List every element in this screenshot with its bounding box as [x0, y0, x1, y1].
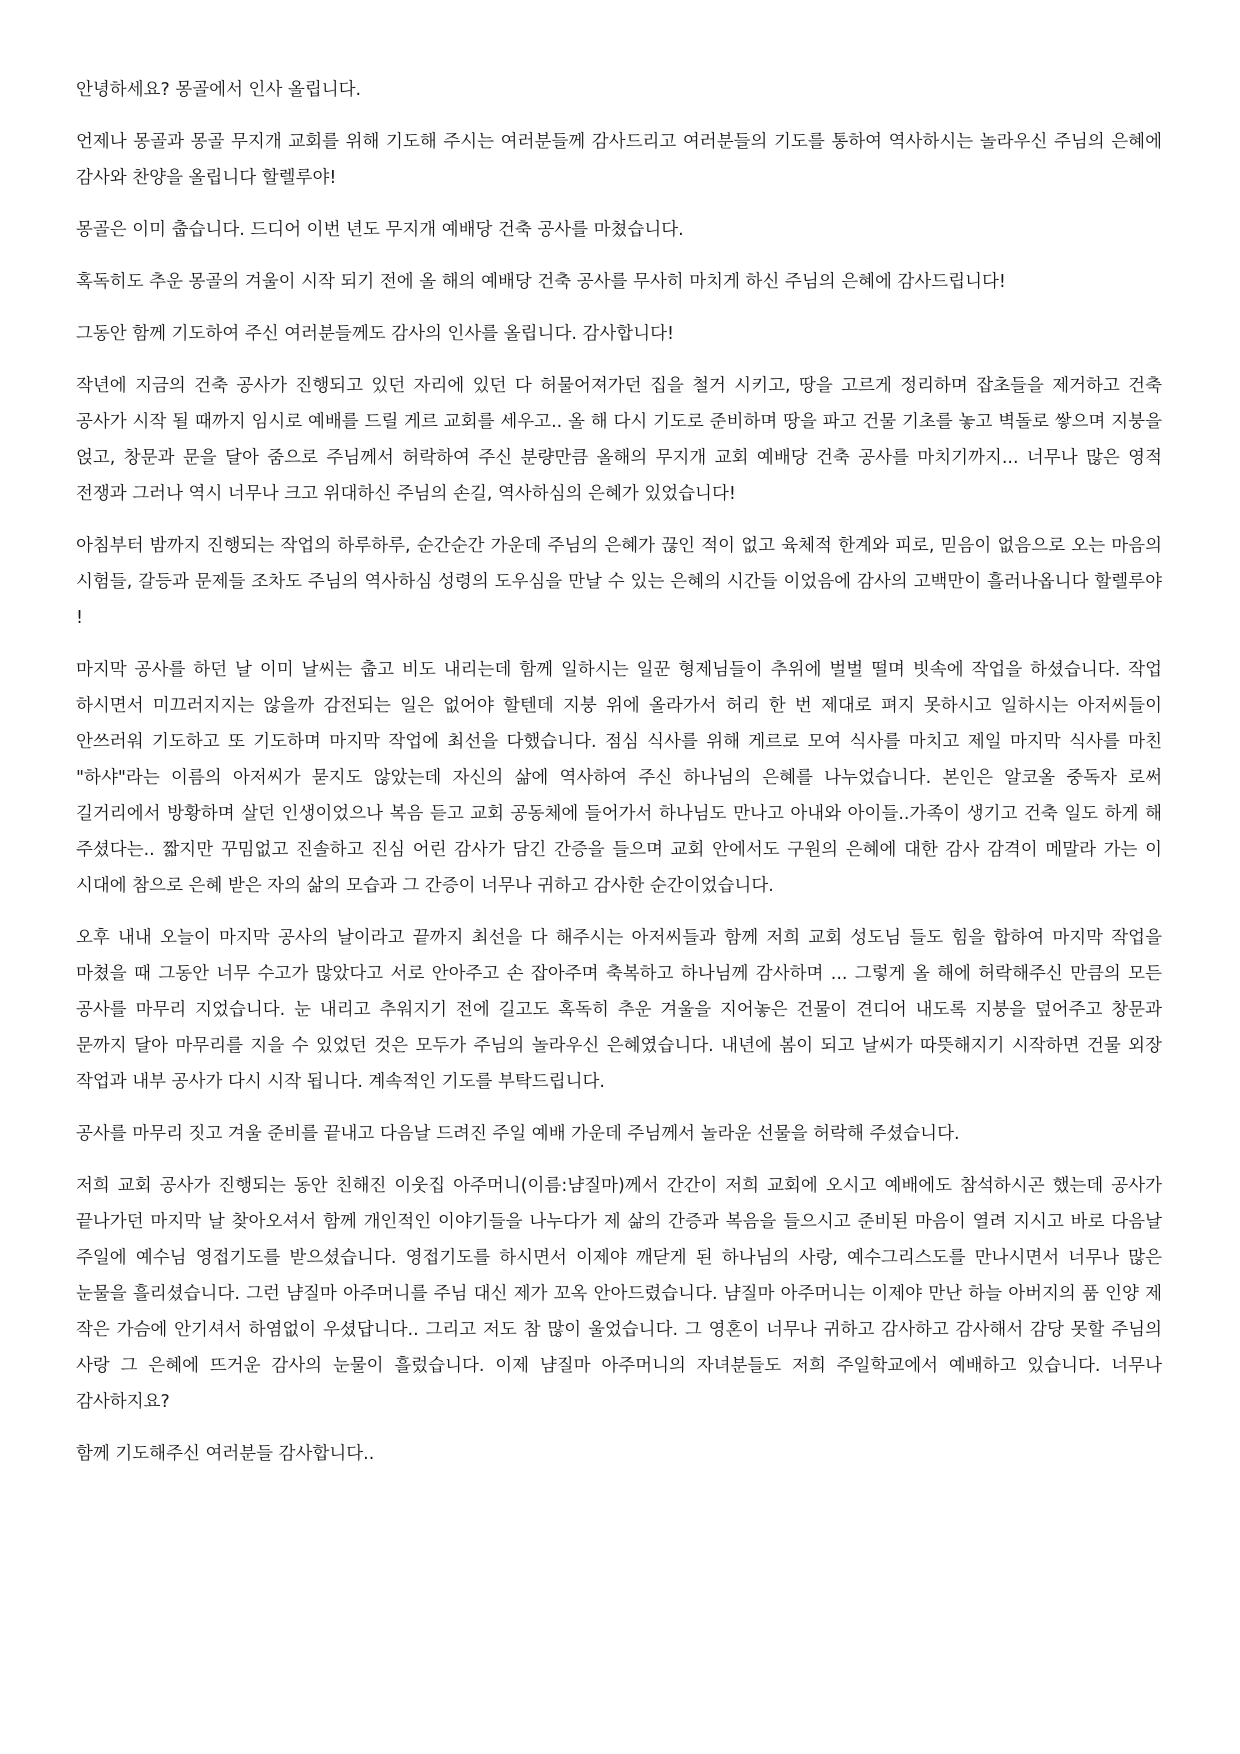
winter-thanks-paragraph: 혹독히도 추운 몽골의 겨울이 시작 되기 전에 올 해의 예배당 건축 공사를 무사히 마치게 하신 주님의 은혜에 감사드립니다! [76, 272, 1006, 292]
last-day-testimony-paragraph: 마지막 공사를 하던 날 이미 날씨는 춥고 비도 내리는데 함께 일하시는 일꾼 형제님들이 추위에 벌벌 떨며 빗속에 작업을 하셨습니다. 작업 하시면서 미끄러지지는 않을까 감전되는 일은 없어야 할텐데 지붕 위에 올라가서 허리 한 번 제대로 펴지 못하시고 일하시는 아저씨들이 안쓰러워 기도하고 또 기도하며 마지막 작업에 최선을 다했습니다. 점심 식사를 위해 게르로 모여 식사를 마치고 제일 마지막 식사를 마친 "하샤"라는 이름의 아저씨가 묻지도 않았는데 자신의 삶에 역사하여 주신 하나님의 은혜를 나누었습니다. 본인은 알코올 중독자 로써 길거리에서 방황하며 살던 인생이었으나 복음 듣고 교회 공동체에 들어가서 하나님도 만나고 아내와 아이들..가족이 생기고 건축 일도 하게 해 주셨다는.. 짧지만 꾸밈없고 진솔하고 진심 어린 감사가 담긴 간증을 들으며 교회 안에서도 구원의 은혜에 대한 감사 감격이 메말라 가는 이 시대에 참으로 은혜 받은 자의 삶의 모습과 그 간증이 너무나 귀하고 감사한 순간이었습니다. [76, 660, 1162, 896]
closing-paragraph: 함께 기도해주신 여러분들 감사합니다.. [76, 1444, 375, 1464]
thanks-paragraph: 언제나 몽골과 몽골 무지개 교회를 위해 기도해 주시는 여러분들께 감사드리고 여러분들의 기도를 통하여 역사하시는 놀라우신 주님의 은혜에 감사와 찬양을 올립니다 할렐루야! [76, 132, 1162, 188]
greeting-paragraph: 안녕하세요? 몽골에서 인사 올립니다. [76, 80, 362, 100]
sunday-gift-paragraph: 공사를 마무리 짓고 겨울 준비를 끝내고 다음날 드려진 주일 예배 가운데 주님께서 놀라운 선물을 허락해 주셨습니다. [76, 1124, 960, 1144]
construction-history-paragraph: 작년에 지금의 건축 공사가 진행되고 있던 자리에 있던 다 허물어져가던 집을 철거 시키고, 땅을 고르게 정리하며 잡초들을 제거하고 건축 공사가 시작 될 때까지 임시로 예배를 드릴 게르 교회를 세우고.. 올 해 다시 기도로 준비하며 땅을 파고 건물 기초를 놓고 벽돌로 쌓으며 지붕을 얹고, 창문과 문을 달아 줌으로 주님께서 허락하여 주신 분량만큼 올해의 무지개 교회 예배당 건축 공사를 마치기까지... 너무나 많은 영적 전쟁과 그러나 역시 너무나 크고 위대하신 주님의 손길, 역사하심의 은혜가 있었습니다! [76, 376, 1162, 504]
daily-work-paragraph: 아침부터 밤까지 진행되는 작업의 하루하루, 순간순간 가운데 주님의 은혜가 끊인 적이 없고 육체적 한계와 피로, 믿음이 없음으로 오는 마음의 시험들, 갈등과 문제들 조차도 주님의 역사하심 성령의 도우심을 만날 수 있는 은혜의 시간들 이었음에 감사의 고백만이 흘러나옵니다 할렐루야 ! [76, 536, 1162, 628]
construction-finished-paragraph: 몽골은 이미 춥습니다. 드디어 이번 년도 무지개 예배당 건축 공사를 마쳤습니다. [76, 220, 684, 240]
completion-paragraph: 오후 내내 오늘이 마지막 공사의 날이라고 끝까지 최선을 다 해주시는 아저씨들과 함께 저희 교회 성도님 들도 힘을 합하여 마지막 작업을 마쳤을 때 그동안 너무 수고가 많았다고 서로 안아주고 손 잡아주며 축복하고 하나님께 감사하며 ... 그렇게 올 해에 허락해주신 만큼의 모든 공사를 마무리 지었습니다. 눈 내리고 추워지기 전에 길고도 혹독히 추운 겨울을 지어놓은 건물이 견디어 내도록 지붕을 덮어주고 창문과 문까지 달아 마무리를 지을 수 있었던 것은 모두가 주님의 놀라우신 은혜였습니다. 내년에 봄이 되고 날씨가 따뜻해지기 시작하면 건물 외장 작업과 내부 공사가 다시 시작 됩니다. 계속적인 기도를 부탁드립니다. [76, 928, 1162, 1092]
prayer-thanks-paragraph: 그동안 함께 기도하여 주신 여러분들께도 감사의 인사를 올립니다. 감사합니다! [76, 324, 675, 344]
neighbor-conversion-paragraph: 저희 교회 공사가 진행되는 동안 친해진 이웃집 아주머니(이름:냠질마)께서 간간이 저희 교회에 오시고 예배에도 참석하시곤 했는데 공사가 끝나가던 마지막 날 찾아오셔서 함께 개인적인 이야기들을 나누다가 제 삶의 간증과 복음을 들으시고 준비된 마음이 열려 지시고 바로 다음날 주일에 예수님 영접기도를 받으셨습니다. 영접기도를 하시면서 이제야 깨닫게 된 하나님의 사랑, 예수그리스도를 만나시면서 너무나 많은 눈물을 흘리셨습니다. 그런 냠질마 아주머니를 주님 대신 제가 꼬옥 안아드렸습니다. 냠질마 아주머니는 이제야 만난 하늘 아버지의 품 인양 제 작은 가슴에 안기셔서 하염없이 우셨답니다.. 그리고 저도 참 많이 울었습니다. 그 영혼이 너무나 귀하고 감사하고 감사해서 감당 못할 주님의 사랑 그 은혜에 뜨거운 감사의 눈물이 흘렀습니다. 이제 냠질마 아주머니의 자녀분들도 저희 주일학교에서 예배하고 있습니다. 너무나 감사하지요? [76, 1176, 1162, 1412]
